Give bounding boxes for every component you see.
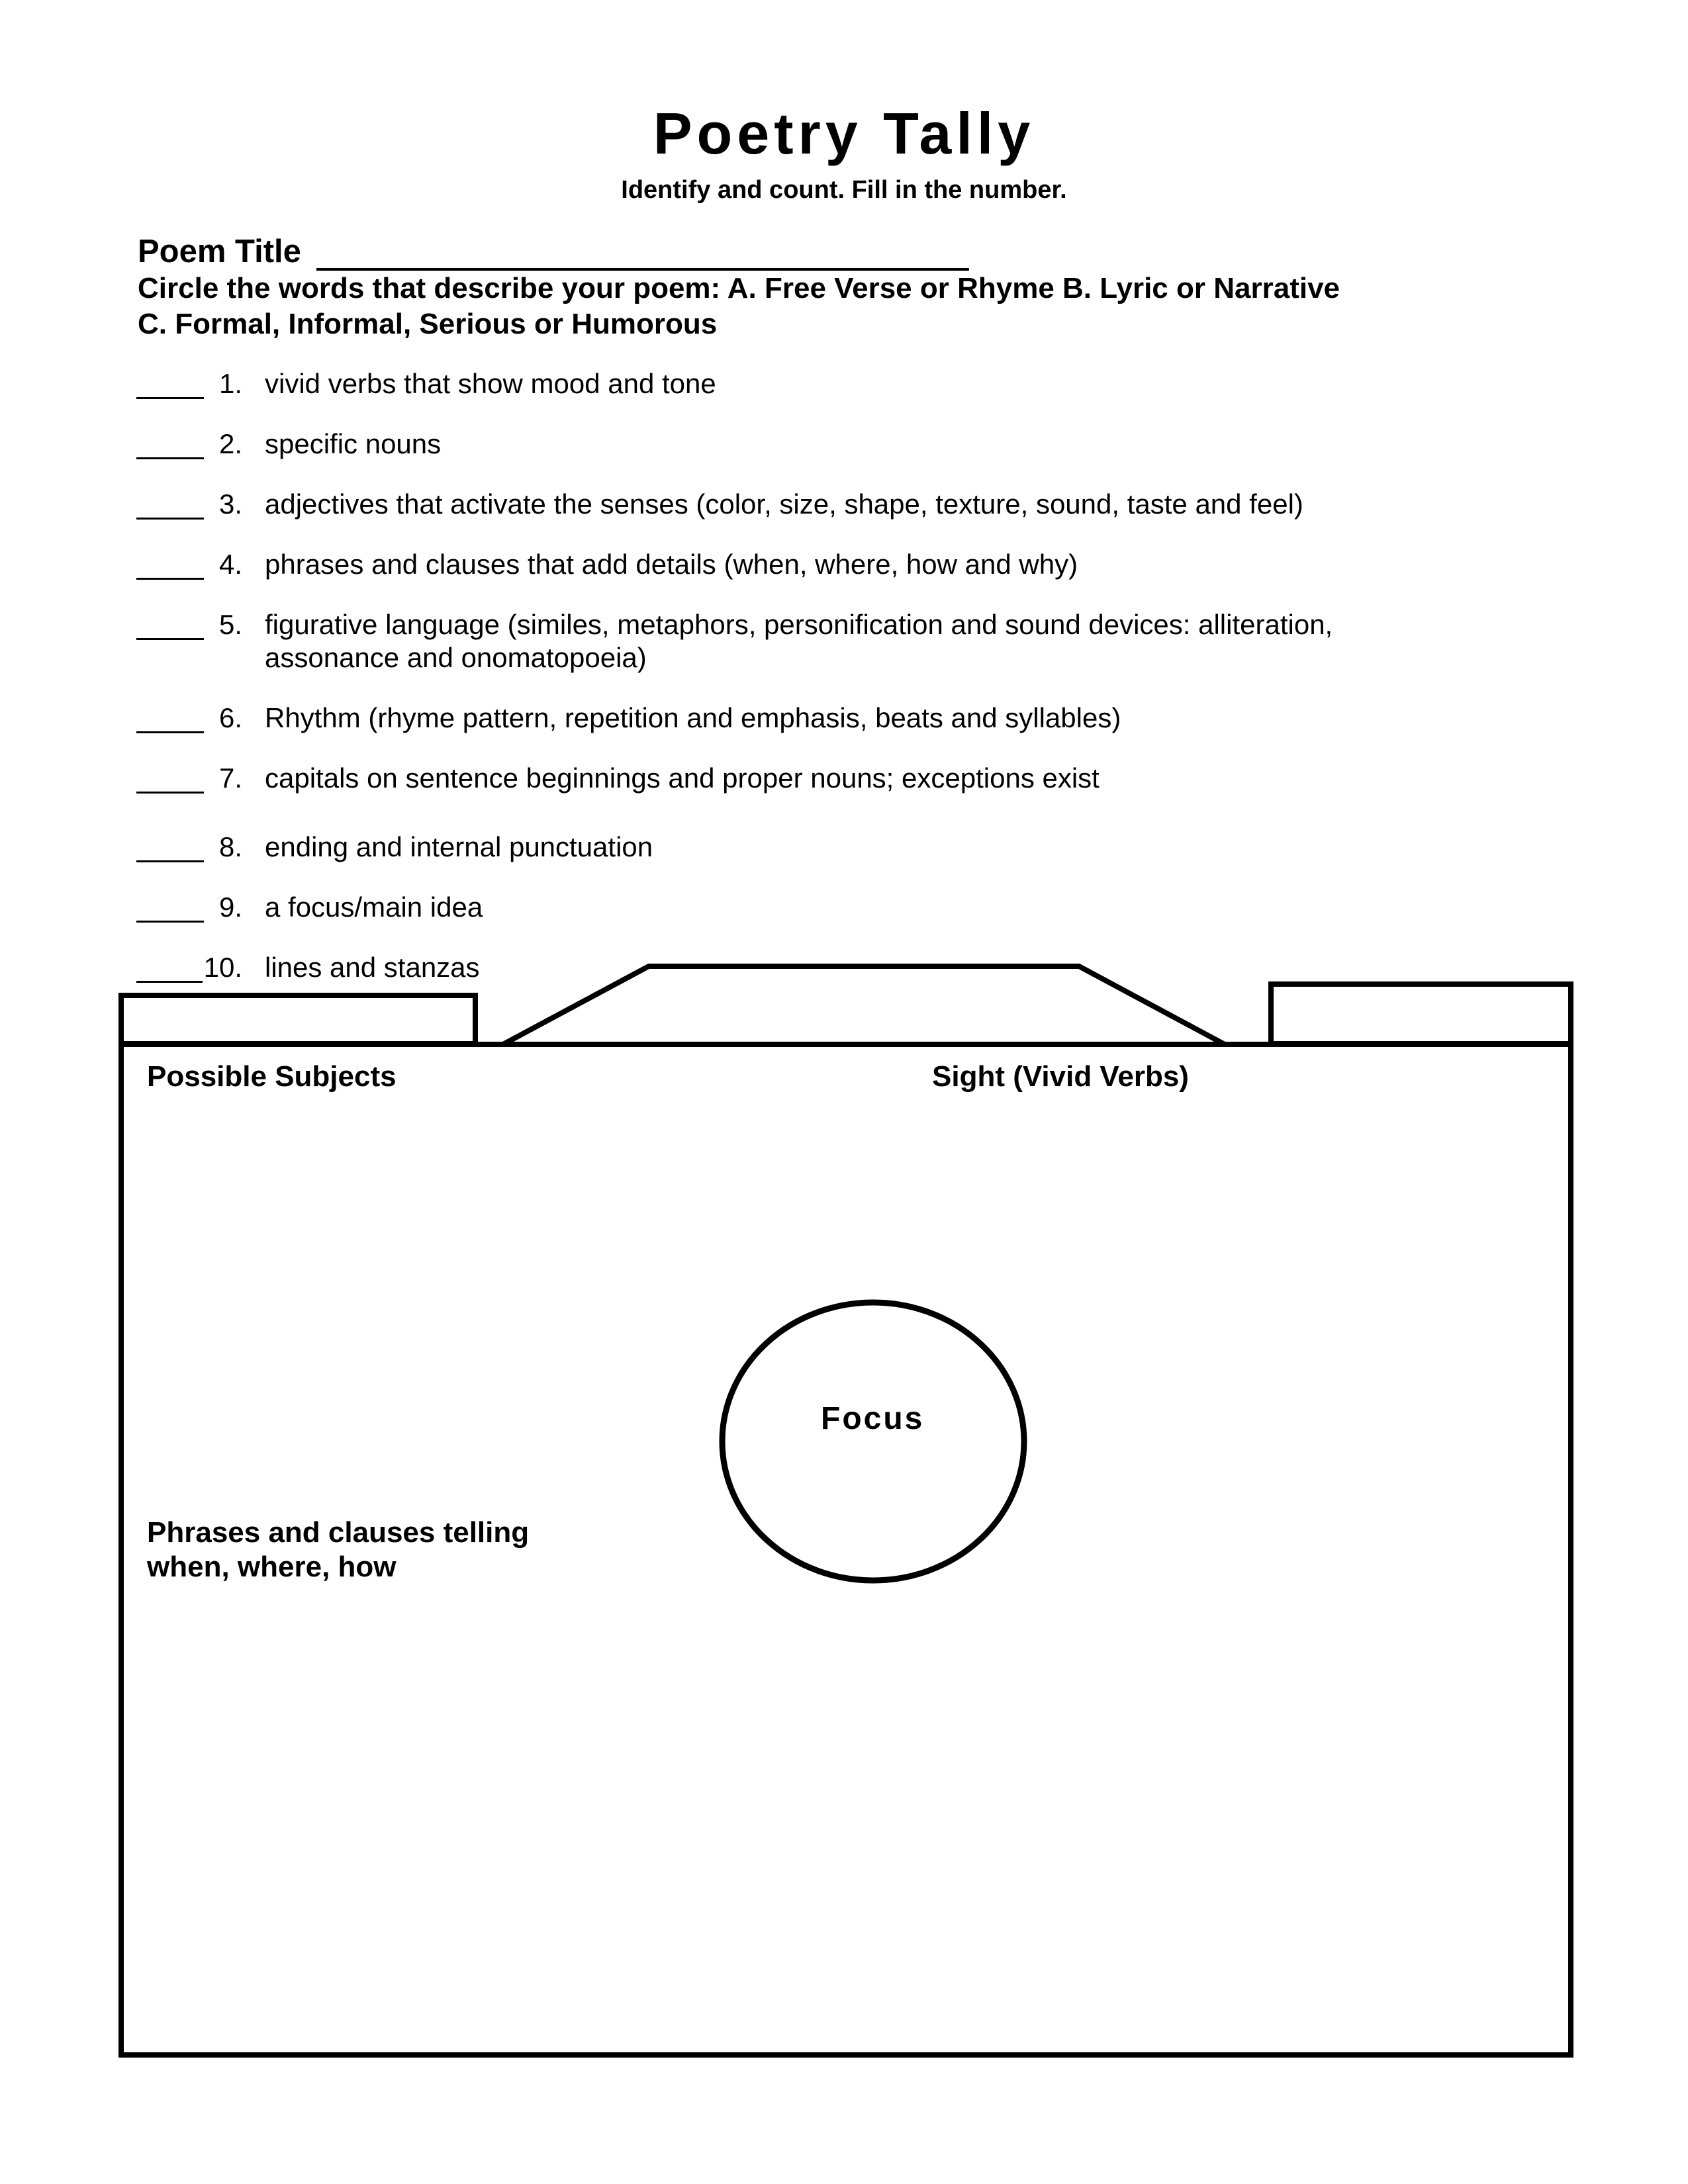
item-text-continued: assonance and onomatopoeia) (265, 642, 647, 673)
item-number: 8. (218, 831, 242, 862)
phrases-label-line-1: Phrases and clauses telling (147, 1516, 530, 1549)
poem-title-label: Poem Title (138, 234, 301, 269)
circle-instructions-line-2: C. Formal, Informal, Serious or Humorous (138, 308, 718, 340)
item-number: 1. (218, 368, 242, 399)
item-number: 3. (218, 488, 242, 520)
item-text: a focus/main idea (265, 891, 483, 923)
item-number: 10. (203, 952, 242, 983)
phrases-label-line-2: when, where, how (147, 1551, 397, 1583)
focus-label: Focus (821, 1401, 925, 1436)
item-text: capitals on sentence beginnings and proper nouns; exceptions exist (265, 762, 1100, 794)
possible-subjects-label: Possible Subjects (147, 1060, 397, 1093)
item-number: 5. (218, 609, 242, 640)
item-number: 6. (218, 702, 242, 733)
item-text: lines and stanzas (265, 952, 480, 983)
sight-label: Sight (Vivid Verbs) (932, 1060, 1189, 1093)
item-number: 7. (218, 762, 242, 794)
item-number: 4. (218, 549, 242, 580)
camera-left-button (121, 995, 475, 1044)
item-text: Rhythm (rhyme pattern, repetition and emphasis, beats and syllables) (265, 702, 1121, 733)
page-title: Poetry Tally (653, 101, 1035, 166)
item-number: 2. (218, 428, 242, 459)
page-subtitle: Identify and count. Fill in the number. (621, 176, 1067, 204)
item-text: phrases and clauses that add details (when, where, how and why) (265, 549, 1078, 580)
item-text: ending and internal punctuation (265, 831, 653, 862)
item-number: 9. (218, 891, 242, 923)
item-text: vivid verbs that show mood and tone (265, 368, 716, 399)
item-text: adjectives that activate the senses (color, size, shape, texture, sound, taste and feel) (265, 488, 1303, 520)
camera-viewfinder (503, 966, 1225, 1044)
camera-lens (722, 1302, 1024, 1580)
camera-right-button (1271, 984, 1571, 1044)
item-text: specific nouns (265, 428, 442, 459)
item-text: figurative language (similes, metaphors, personification and sound devices: alliteration, (265, 609, 1333, 640)
circle-instructions-line-1: Circle the words that describe your poem: A. Free Verse or Rhyme B. Lyric or Narrative (138, 272, 1340, 304)
